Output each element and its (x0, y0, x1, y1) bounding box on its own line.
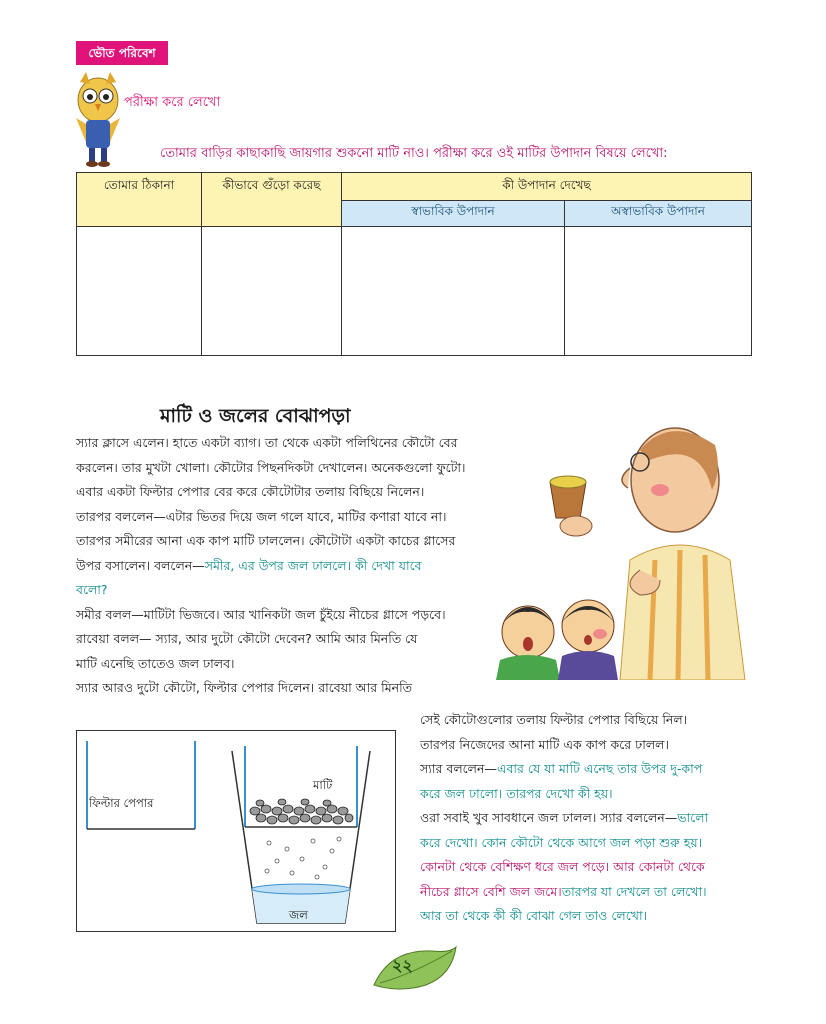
filtration-diagram (76, 730, 396, 932)
activity-paragraph (420, 708, 708, 929)
subheader-natural: স্বাভাবিক উপাদান (342, 201, 565, 227)
story-line: উপর বসালেন। বললেন—সমীর, এর উপর জল ঢাললে। কী দেখা যাবে (76, 557, 422, 573)
story-line: বলো? (76, 582, 108, 597)
col-header-method: কীভাবে গুঁড়ো করেছ (202, 173, 342, 227)
activity-line: ওরা সবাই খুব সাবধানে জল ঢালল। স্যার বললেন—ভালো (420, 810, 709, 825)
activity-line: তারপর নিজেদের আনা মাটি এক কাপ করে ঢালল। (420, 736, 669, 752)
col-header-address: তোমার ঠিকানা (77, 173, 202, 227)
activity-line: কোনটা থেকে বেশিক্ষণ ধরে জল পড়ে। আর কোনটা থেকে (420, 859, 705, 874)
cell-method[interactable] (202, 226, 342, 355)
label-soil: মাটি (313, 778, 333, 792)
story-line: এবার একটা ফিল্টার পেপার বের করে কৌটোটার তলায় বিছিয়ে নিলেন। (76, 484, 425, 499)
activity-label: পরীক্ষা করে লেখো (124, 95, 221, 110)
owl-mascot-icon (72, 70, 124, 168)
section-title: মাটি ও জলের বোঝাপড়া (160, 405, 351, 427)
story-line: তারপর সমীরের আনা এক কাপ মাটি ঢাললেন। কৌটোটা একটা কাচের গ্লাসের (76, 533, 456, 548)
cell-unnatural[interactable] (565, 226, 752, 355)
col-header-components: কী উপাদান দেখেছ (342, 173, 752, 201)
story-line: স্যার ক্লাসে এলেন। হাতে একটা ব্যাগ। তা থেকে একটা পলিথিনের কৌটো বের (76, 435, 458, 450)
story-line: রাবেয়া বলল— স্যার, আর দুটো কৌটো দেবেন? আমি আর মিনতি যে (76, 631, 418, 646)
story-line: সমীর বলল—মাটিটা ভিজবে। আর খানিকটা জল চুঁইয়ে নীচের গ্লাসে পড়বে। (76, 606, 446, 622)
label-water: জল (289, 908, 308, 922)
instruction-text: তোমার বাড়ির কাছাকাছি জায়গার শুকনো মাটি নাও। পরীক্ষা করে ওই মাটির উপাদান বিষয়ে লেখো: (160, 146, 668, 161)
activity-line: আর তা থেকে কী কী বোঝা গেল তাও লেখো। (420, 908, 648, 923)
filtration-drawing (77, 731, 395, 931)
activity-line: করে দেখো। কোন কৌটো থেকে আগে জল পড়া শুরু হয়। (420, 834, 703, 850)
cell-address[interactable] (77, 226, 202, 355)
page-number-leaf (370, 945, 460, 993)
activity-line: সেই কৌটোগুলোর তলায় ফিল্টার পেপার বিছিয়ে নিল। (420, 712, 688, 727)
cell-natural[interactable] (342, 226, 565, 355)
leaf-icon (370, 945, 460, 993)
story-line: তারপর বললেন—এটার ভিতর দিয়ে জল গলে যাবে, মাটির কণারা যাবে না। (76, 508, 447, 524)
story-line: স্যার আরও দুটো কৌটো, ফিল্টার পেপার দিলেন। রাবেয়া আর মিনতি (76, 680, 413, 695)
story-paragraph (76, 431, 466, 701)
activity-line: নীচের গ্লাসে বেশি জল জমে।তারপর যা দেখলে তা লেখো। (420, 883, 707, 899)
soil-survey-table (76, 172, 752, 356)
label-filter-paper: ফিল্টার পেপার (89, 796, 154, 810)
teacher-children-illustration (490, 410, 752, 680)
activity-line: স্যার বললেন—এবার যে যা মাটি এনেছ তার উপর দু-কাপ (420, 761, 703, 776)
activity-line: করে জল ঢালো। তারপর দেখো কী হয়। (420, 785, 613, 801)
story-line: করলেন। তার মুখটা খোলা। কৌটোর পিছনদিকটা দেখালেন। অনেকগুলো ফুটো। (76, 459, 466, 475)
subheader-unnatural: অস্বাভাবিক উপাদান (565, 201, 752, 227)
page-number: ২২ (392, 956, 413, 975)
chapter-tag: ভৌত পরিবেশ (76, 41, 168, 65)
story-line: মাটি এনেছি তাতেও জল ঢালব। (76, 655, 235, 671)
